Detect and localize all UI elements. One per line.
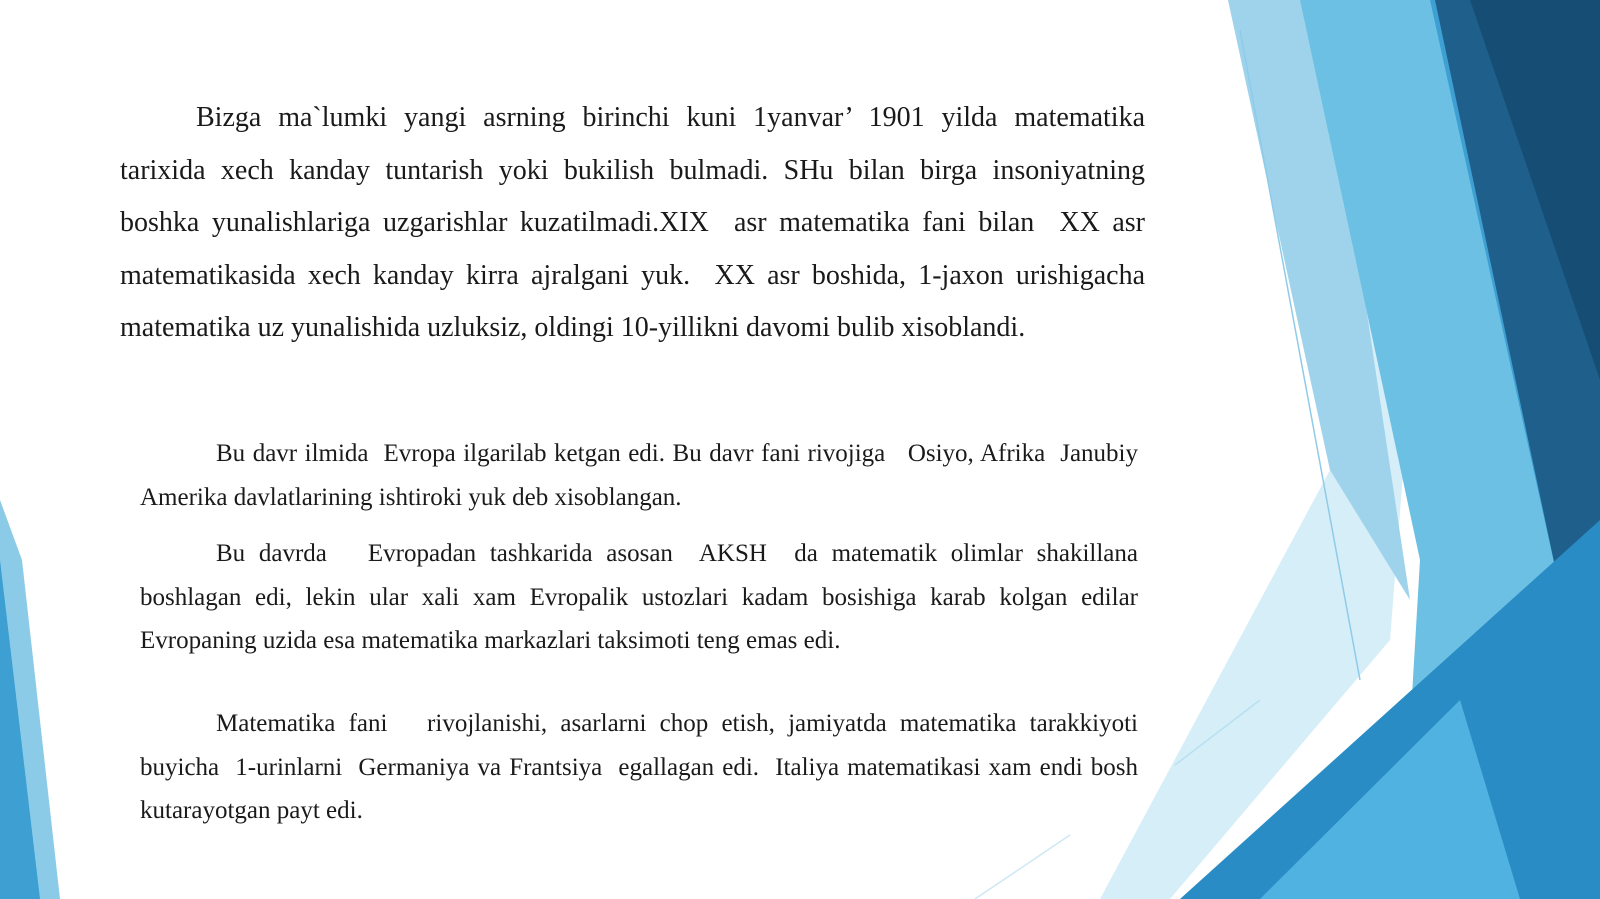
paragraph-2 [140, 432, 1143, 519]
paragraph-1-text: Bizga ma`lumki yangi asrning birinchi kuni 1yanvar’ 1901 yilda matematika tarixida xech kanday tuntarish yoki bukilish bulmadi. SHu bilan birga insoniyatning boshka yunalishlariga uzgarishlar kuzatilmadi.XIX asr matematika fani bilan XX asr matematikasida xech kanday kirra ajralgani yuk. XX asr boshida, 1-jaxon urishigacha matematika uz yunalishida uzluksiz, oldingi 10-yillikni davomi bulib xisoblandi. [120, 102, 1159, 343]
paragraph-2-text: Bu davr ilmida Evropa ilgarilab ketgan edi. Bu davr fani rivojiga Osiyo, Afrika Janubiy Amerika davlatlarining ishtiroki yuk deb xisoblangan. [140, 440, 1143, 511]
paragraph-4-text: Matematika fani rivojlanishi, asarlarni chop etish, jamiyatda matematika tarakkiyoti buyicha 1-urinlarni Germaniya va Frantsiya egallagan edi. Italiya matematikasi xam endi bosh kutarayotgan payt edi. [140, 710, 1145, 824]
paragraph-4 [140, 702, 1145, 833]
paragraph-3 [140, 532, 1151, 663]
paragraph-3-text: Bu davrda Evropadan tashkarida asosan AKSH da matematik olimlar shakillana boshlagan edi, lekin ular xali xam Evropalik ustozlari kadam bosishiga karab kolgan edilar Evropaning uzida esa matematika markazlari taksimoti teng emas edi. [140, 540, 1151, 654]
paragraph-1 [120, 92, 1159, 355]
